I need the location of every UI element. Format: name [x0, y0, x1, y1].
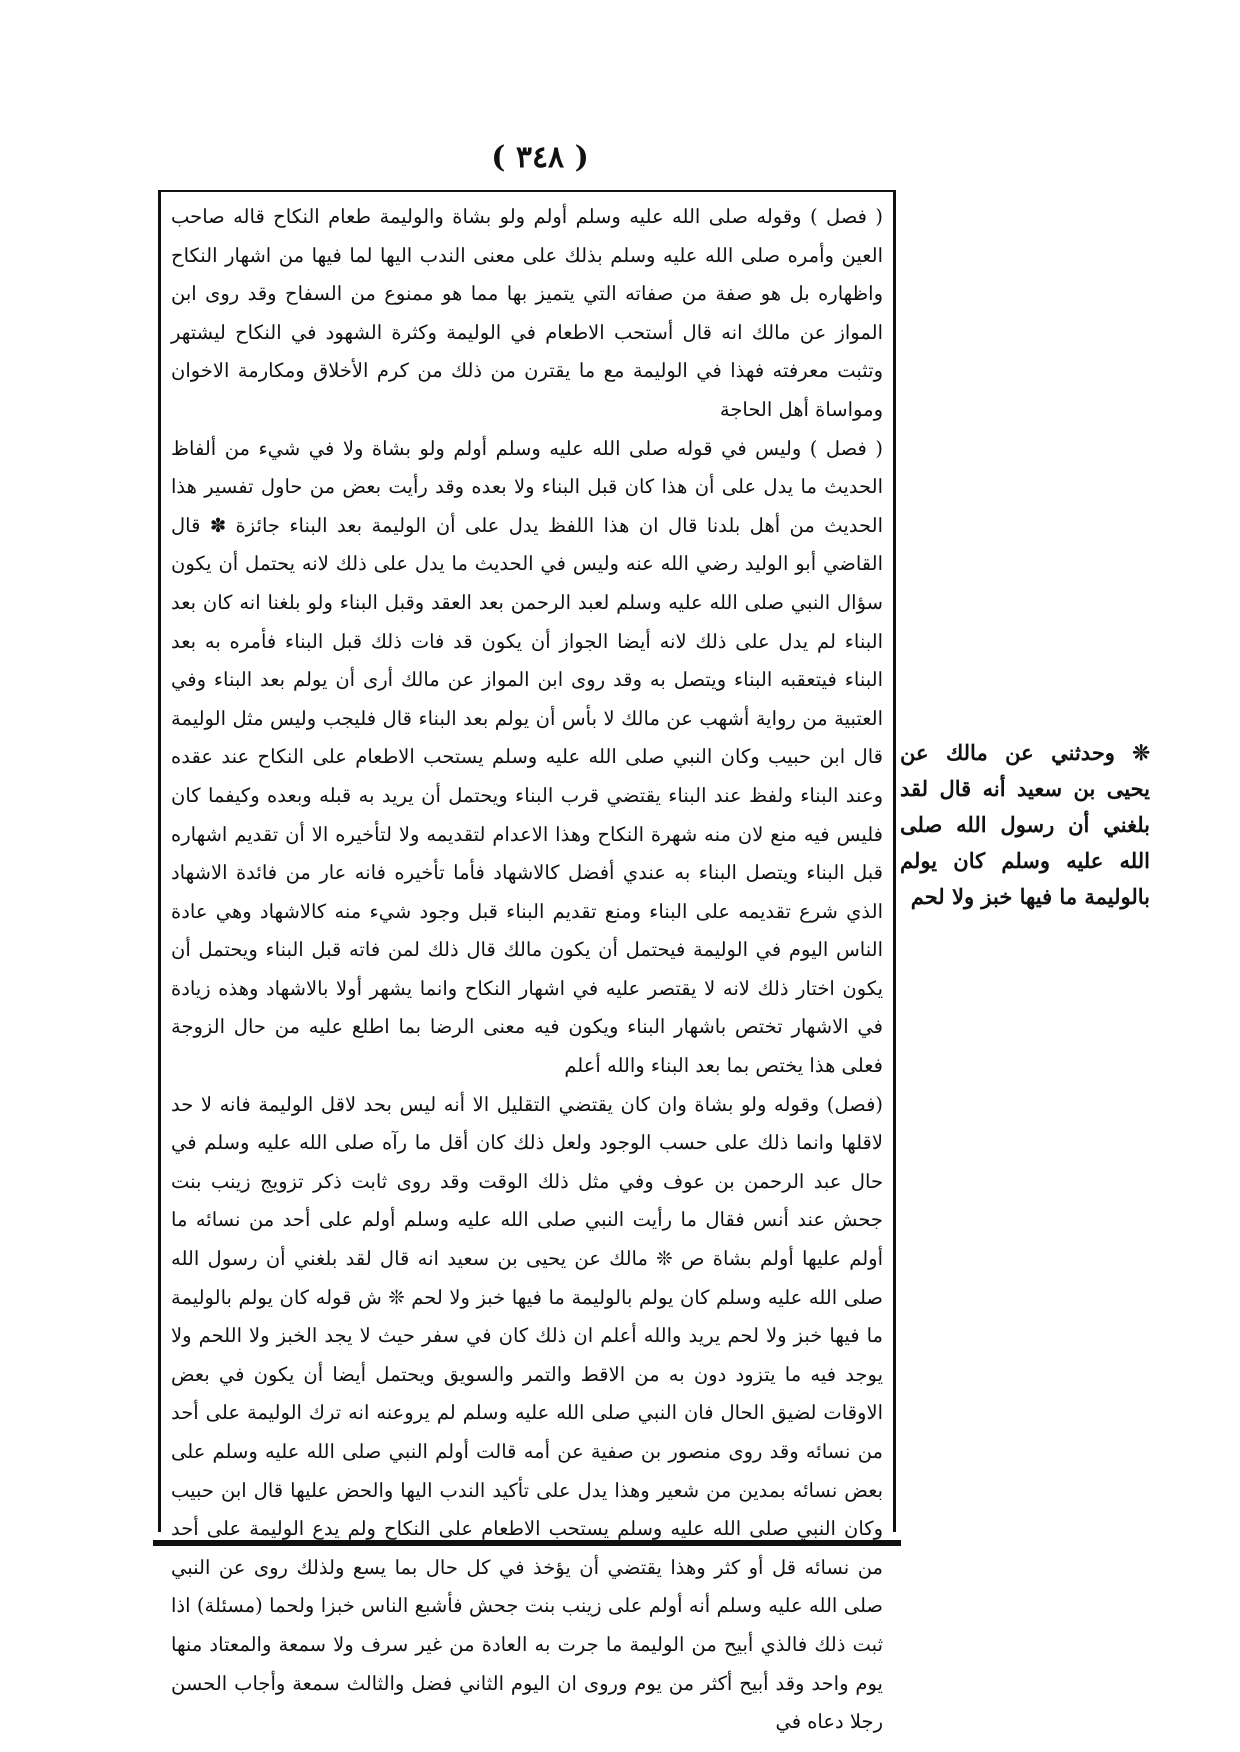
commentary-paragraph-1: ( فصل ) وقوله صلى الله عليه وسلم أولم ولو بشاة والوليمة طعام النكاح قاله صاحب العين وأمره صلى الله عليه وسلم بذلك على معنى الندب اليها لما فيها من اشهار النكاح واظهاره بل هو صفة من صفاته التي يتميز بها مما هو ممنوع من السفاح وقد روى ابن المواز عن مالك انه قال أستحب الاطعام في الوليمة وكثرة الشهود في النكاح ليشتهر وتثبت معرفته فهذا في الوليمة مع ما يقترن من ذلك من كرم الأخلاق ومكارمة الاخوان ومواساة أهل الحاجة: [171, 205, 883, 421]
main-text-frame: [158, 190, 896, 1734]
commentary-paragraph-2: ( فصل ) وليس في قوله صلى الله عليه وسلم أولم ولو بشاة ولا في شيء من ألفاظ الحديث ما يدل على أن هذا كان قبل البناء ولا بعده وقد رأيت بعض من حاول تفسير هذا الحديث من أهل بلدنا قال ان هذا اللفظ يدل على أن الوليمة بعد البناء جائزة ✽ قال القاضي أبو الوليد رضي الله عنه وليس في الحديث ما يدل على ذلك لانه يحتمل أن يكون سؤال النبي صلى الله عليه وسلم لعبد الرحمن بعد العقد وقبل البناء ولو بلغنا انه كان بعد البناء لم يدل على ذلك لانه أيضا الجواز أن يكون قد فات ذلك قبل البناء فأمره به بعد البناء فيتعقبه البناء ويتصل به وقد روى ابن المواز عن مالك أرى أن يولم بعد البناء وفي العتبية من رواية أشهب عن مالك لا بأس أن يولم بعد البناء قال فليجب وليس مثل الوليمة قال ابن حبيب وكان النبي صلى الله عليه وسلم يستحب الاطعام على النكاح عند عقده وعند البناء ولفظ عند البناء يقتضي قرب البناء ويحتمل أن يريد به قبله وبعده وكيفما كان فليس فيه منع لان منه شهرة النكاح وهذا الاعدام لتقديمه ولا لتأخيره الا أن تقديم اشهاره قبل البناء ويتصل البناء به عندي أفضل كالاشهاد فأما تأخيره فانه عار من فائدة الاشهاد الذي شرع تقديمه على البناء ومنع تقديم البناء قبل وجود شيء منه كالاشهاد وهي عادة الناس اليوم في الوليمة فيحتمل أن يكون مالك قال ذلك لمن فاته قبل البناء ويحتمل أن يكون اختار ذلك لانه لا يقتصر عليه في اشهار النكاح وانما يشهر أولا بالاشهاد وهذه زيادة في الاشهار تختص باشهار البناء ويكون فيه معنى الرضا بما اطلع عليه من حال الزوجة فعلى هذا يختص بما بعد البناء والله أعلم: [171, 436, 883, 1078]
margin-hadith-note: ❊ وحدثني عن مالك عن يحيى بن سعيد أنه قال لقد بلغني أن رسول الله صلى الله عليه وسلم كان يولم بالوليمة ما فيها خبز ولا لحم: [900, 740, 1150, 909]
page-number: ( ٣٤٨ ): [491, 140, 589, 175]
commentary-text: [171, 198, 883, 1734]
commentary-paragraph-3: (فصل) وقوله ولو بشاة وان كان يقتضي التقليل الا أنه ليس بحد لاقل الوليمة فانه لا حد لاقلها وانما ذلك على حسب الوجود ولعل ذلك كان أقل ما رآه صلى الله عليه وسلم في حال عبد الرحمن بن عوف وفي مثل ذلك الوقت وقد روى ثابت ذكر تزويج زينب بنت جحش عند أنس فقال ما رأيت النبي صلى الله عليه وسلم أولم على أحد من نسائه ما أولم عليها أولم بشاة ص ❊ مالك عن يحيى بن سعيد انه قال لقد بلغني أن رسول الله صلى الله عليه وسلم كان يولم بالوليمة ما فيها خبز ولا لحم ❊ ش قوله كان يولم بالوليمة ما فيها خبز ولا لحم يريد والله أعلم ان ذلك كان في سفر حيث لا يجد الخبز ولا اللحم ولا يوجد فيه ما يتزود دون به من الاقط والتمر والسويق ويحتمل أيضا أن يكون في بعض الاوقات لضيق الحال فان النبي صلى الله عليه وسلم لم يروعنه انه ترك الوليمة على أحد من نسائه وقد روى منصور بن صفية عن أمه قالت أولم النبي صلى الله عليه وسلم على بعض نسائه بمدين من شعير وهذا يدل على تأكيد الندب اليها والحض عليها قال ابن حبيب وكان النبي صلى الله عليه وسلم يستحب الاطعام على النكاح ولم يدع الوليمة على أحد من نسائه قل أو كثر وهذا يقتضي أن يؤخذ في كل حال بما يسع ولذلك روى عن النبي صلى الله عليه وسلم أنه أولم على زينب بنت جحش فأشبع الناس خبزا ولحما (مسئلة) اذا ثبت ذلك فالذي أبيح من الوليمة ما جرت به العادة من غير سرف ولا سمعة والمعتاد منها يوم واحد وقد أبيح أكثر من يوم وروى ان اليوم الثاني فضل والثالث سمعة وأجاب الحسن رجلا دعاه في: [171, 1092, 883, 1734]
